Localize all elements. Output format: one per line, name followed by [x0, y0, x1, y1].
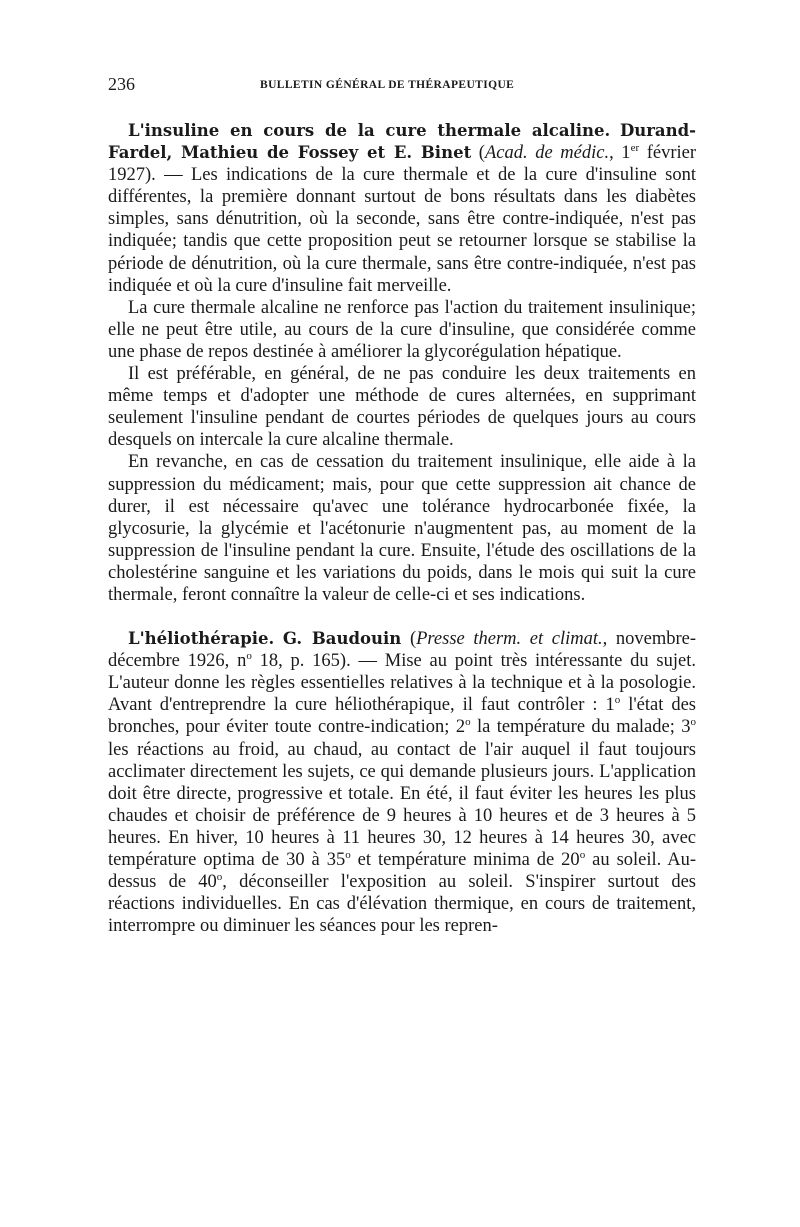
page-number: 236	[108, 74, 135, 94]
article-insuline-paragraph-1: L'insuline en cours de la cure thermale alcaline. Durand-Fardel, Mathieu de Fossey et E. Binet (Acad. de médic., 1er février 1927). — Les indications de la cure thermale et de la cure d'insuline sont différentes, la première donnant surtout de bons résultats dans les diabètes simples, sans dénutrition, où la seconde, sans être contre-indiquée, n'est pas indiquée; tandis que cette proposition peut se retourner lorsque se stabilise la période de dénutrition, où la cure thermale, sans être contre-indiquée, n'est pas indiquée et où la cure d'insuline fait merveille.	[108, 121, 697, 296]
article-heliotherapie-source: Presse therm. et climat.	[416, 629, 603, 650]
article-heliotherapie	[108, 628, 696, 937]
running-head	[108, 70, 696, 98]
article-heliotherapie-title: L'héliothérapie.	[128, 629, 275, 649]
journal-title: BULLETIN GÉNÉRAL DE THÉRAPEUTIQUE	[260, 79, 515, 91]
article-insuline-paragraph-3: Il est préférable, en général, de ne pas conduire les deux traitements en même temps et d'adopter une méthode de cures alternées, en supprimant seulement l'insuline pendant de courtes périodes de quelques jours au cours desquels on intercale la cure alcaline thermale.	[108, 364, 696, 451]
article-insuline-authors: Durand-Fardel, Mathieu de Fossey et E. Binet	[108, 121, 697, 163]
article-insuline-title: L'insuline en cours de la cure thermale alcaline.	[128, 121, 611, 140]
article-insuline-paragraph-4: En revanche, en cas de cessation du traitement insulinique, elle aide à la suppression du médicament; mais, pour que cette suppression ait chance de durer, il est nécessaire qu'avec une tolérance hydrocarbonée fixée, la glycosurie, la glycémie et l'acétonurie n'augmentent pas, au moment de la suppression de l'insuline pendant la cure. Ensuite, l'étude des oscillations de la cholestérine sanguine et les variations du poids, dans le mois qui suit la cure thermale, feront connaître la valeur de celle-ci et ses indications.	[108, 452, 696, 605]
page	[108, 70, 696, 937]
article-heliotherapie-paragraph-1: L'héliothérapie. G. Baudouin (Presse therm. et climat., novembre-décembre 1926, $n^o$ 18, p. 165). — Mise au point très intéressante du sujet. L'auteur donne les règles essentielles relatives à la technique et à la posologie. Avant d'entreprendre la cure héliothérapique, il faut contrôler : 1$^o$ l'état des bronches, pour éviter toute contre-indication; 2$^o$ la température du malade; 3$^o$ les réactions au froid, au chaud, au contact de l'air auquel il faut toujours acclimater directement les sujets, ce qui demande plusieurs jours. L'application doit être directe, progressive et totale. En été, il faut éviter les heures les plus chaudes et choisir de préférence de 9 heures à 10 heures et de 3 heures à 5 heures. En hiver, 10 heures à 11 heures 30, 12 heures à 14 heures 30, avec température optima de 30 à 35$^o$ et température minima de 20$^o$ au soleil. Au-dessus de 40$^o$, déconseiller l'exposition au soleil. S'inspirer surtout des réactions individuelles. En cas d'élévation thermique, en cours de traitement, interrompre ou diminuer les séances pour les repren-	[108, 629, 697, 937]
article-insuline-paragraph-2: La cure thermale alcaline ne renforce pas l'action du traitement insulinique; elle ne peut être utile, au cours de la cure d'insuline, que considérée comme une phase de repos destinée à améliorer la glycorégulation hépatique.	[108, 297, 696, 362]
article-insuline-body: — Les indications de la cure thermale et de la cure d'insuline sont différentes, la première donnant surtout de bons résultats dans les diabètes simples, sans dénutrition, où la seconde, sans être contre-indiquée, n'est pas indiquée; tandis que cette proposition peut se retourner lorsque se stabilise la période de dénutrition, où la cure thermale, sans être contre-indiquée, n'est pas indiquée et où la cure d'insuline fait merveille.	[108, 165, 696, 296]
article-insuline-source: Acad. de médic.	[484, 143, 610, 164]
article-insuline	[108, 120, 696, 606]
article-heliotherapie-authors: G. Baudouin	[282, 629, 402, 649]
